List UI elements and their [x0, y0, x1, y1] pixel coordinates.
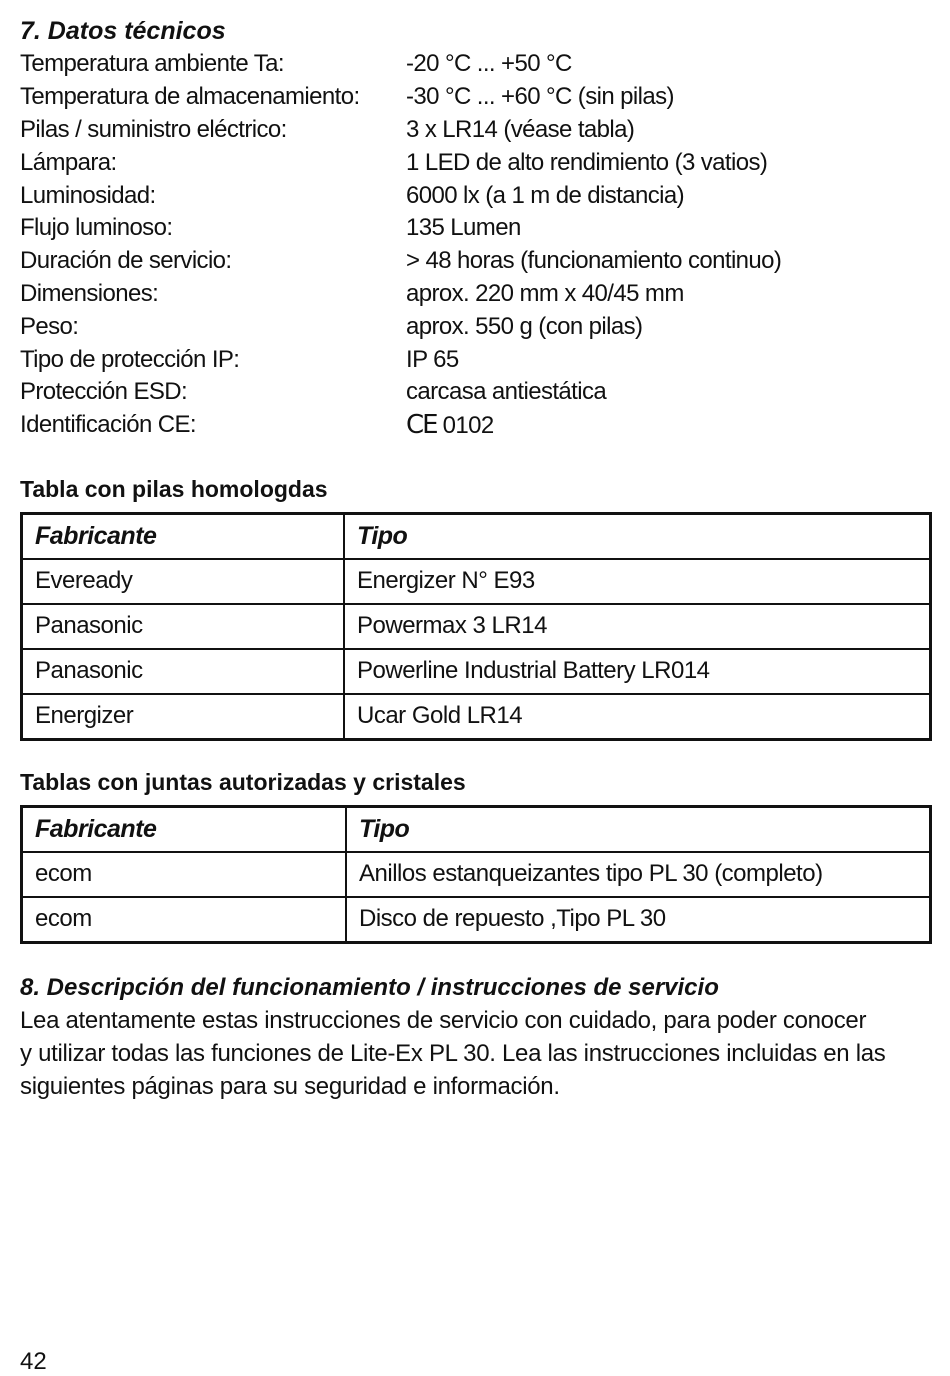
manual-page [20, 14, 932, 1103]
table-row [22, 897, 931, 943]
spec-label: Luminosidad: [20, 181, 156, 209]
cell-type: Ucar Gold LR14 [344, 694, 931, 740]
spec-row [20, 376, 932, 409]
cell-manufacturer: Energizer [22, 694, 345, 740]
cell-type: Disco de repuesto ,Tipo PL 30 [346, 897, 931, 943]
spec-label: Protección ESD: [20, 378, 188, 406]
spec-label: Identificación CE: [20, 411, 196, 439]
spec-value: -30 °C ... +60 °C (sin pilas) [406, 83, 674, 111]
cell-type: Powerline Industrial Battery LR014 [344, 649, 931, 694]
description-line: siguientes páginas para su seguridad e información. [20, 1072, 560, 1100]
spec-label: Temperatura de almacenamiento: [20, 83, 360, 111]
spec-label: Duración de servicio: [20, 247, 232, 275]
spec-row [20, 278, 932, 311]
spec-label: Tipo de protección IP: [20, 345, 240, 373]
section-7-title: 7. Datos técnicos [20, 17, 226, 45]
technical-specs-list [20, 48, 932, 442]
table-header-row [22, 806, 931, 852]
spec-row [20, 146, 932, 179]
ce-mark-icon: CE [406, 410, 437, 441]
table-row [22, 604, 931, 649]
spec-label: Peso: [20, 312, 79, 340]
cell-manufacturer: Panasonic [22, 604, 345, 649]
seal-table-title: Tablas con juntas autorizadas y cristales [20, 768, 466, 795]
cell-type: Powermax 3 LR14 [344, 604, 931, 649]
spec-value: 1 LED de alto rendimiento (3 vatios) [406, 148, 768, 176]
spec-value: 6000 lx (a 1 m de distancia) [406, 181, 685, 209]
spec-row [20, 310, 932, 343]
spec-row [20, 245, 932, 278]
spec-label: Dimensiones: [20, 279, 159, 307]
spec-value: -20 °C ... +50 °C [406, 50, 572, 78]
seal-table [20, 805, 932, 944]
table-row [22, 649, 931, 694]
table-row [22, 852, 931, 897]
spec-label: Flujo luminoso: [20, 214, 173, 242]
spec-row [20, 343, 932, 376]
cell-manufacturer: ecom [22, 852, 347, 897]
spec-value: carcasa antiestática [406, 378, 607, 406]
cell-manufacturer: Eveready [22, 559, 345, 604]
spec-label: Lámpara: [20, 148, 117, 176]
battery-table [20, 512, 932, 741]
spec-row [20, 179, 932, 212]
spec-value: aprox. 550 g (con pilas) [406, 312, 643, 340]
table-header-row [22, 513, 931, 559]
page-number: 42 [20, 1348, 47, 1375]
header-type: Tipo [344, 513, 931, 559]
spec-value: 135 Lumen [406, 214, 521, 242]
spec-value: aprox. 220 mm x 40/45 mm [406, 279, 684, 307]
description-line: Lea atentamente estas instrucciones de servicio con cuidado, para poder conocer [20, 1006, 867, 1034]
cell-type: Anillos estanqueizantes tipo PL 30 (completo) [346, 852, 931, 897]
cell-manufacturer: Panasonic [22, 649, 345, 694]
header-manufacturer: Fabricante [22, 806, 347, 852]
spec-value: > 48 horas (funcionamiento continuo) [406, 247, 782, 275]
spec-value: IP 65 [406, 345, 459, 373]
spec-row [20, 48, 932, 81]
ce-number: 0102 [442, 412, 494, 440]
header-manufacturer: Fabricante [22, 513, 345, 559]
section-8-title: 8. Descripción del funcionamiento / instrucciones de servicio [20, 973, 719, 1001]
cell-manufacturer: ecom [22, 897, 347, 943]
spec-value: 3 x LR14 (véase tabla) [406, 115, 635, 143]
table-row [22, 694, 931, 740]
spec-label: Temperatura ambiente Ta: [20, 50, 284, 78]
spec-row [20, 81, 932, 114]
spec-row [20, 409, 932, 442]
table-row [22, 559, 931, 604]
spec-row [20, 212, 932, 245]
spec-value [406, 410, 932, 440]
cell-type: Energizer N° E93 [344, 559, 931, 604]
description-line: y utilizar todas las funciones de Lite-Ex PL 30. Lea las instrucciones incluidas en las [20, 1039, 886, 1067]
header-type: Tipo [346, 806, 931, 852]
battery-table-title: Tabla con pilas homologdas [20, 475, 328, 502]
spec-row [20, 114, 932, 147]
spec-label: Pilas / suministro eléctrico: [20, 115, 287, 143]
